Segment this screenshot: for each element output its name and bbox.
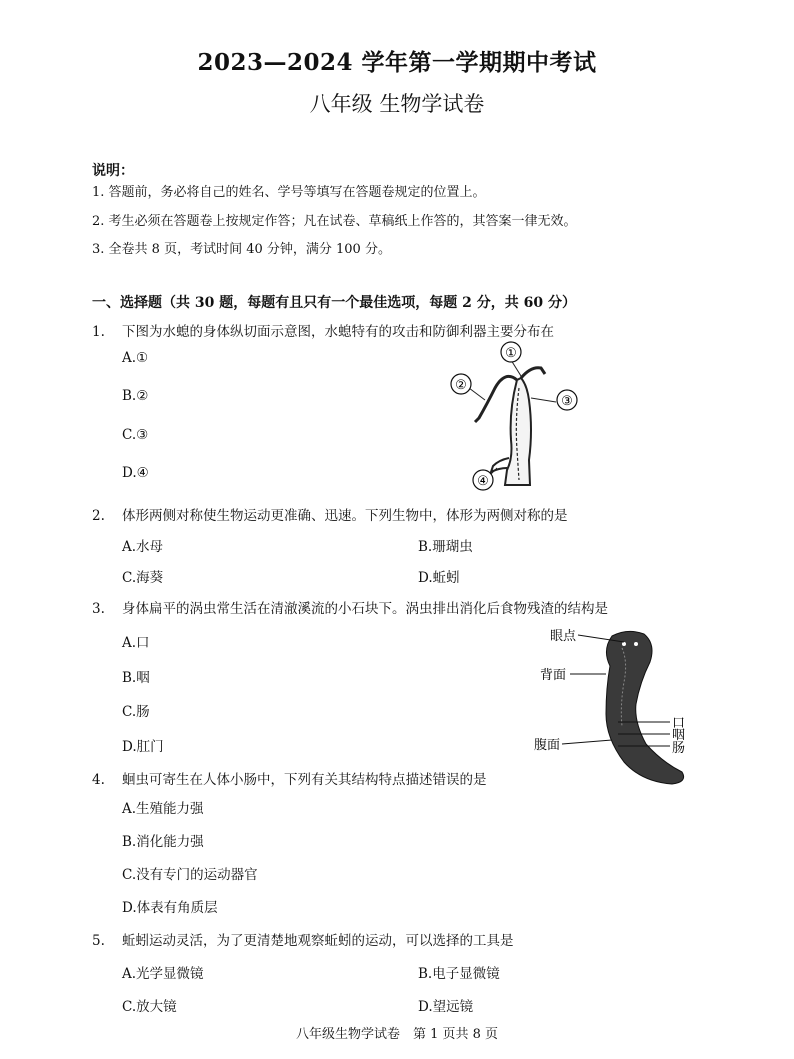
option-d: D.④: [122, 465, 149, 481]
exam-title: 2023—2024 学年第一学期期中考试: [197, 49, 597, 76]
option-c: C.放大镜: [122, 999, 177, 1015]
option-a: A.光学显微镜: [122, 966, 204, 982]
question-number: 4.: [92, 772, 105, 788]
option-a: A.①: [122, 350, 149, 366]
question-number: 5.: [92, 933, 105, 949]
hydra-figure: [445, 340, 595, 492]
question-number: 1.: [92, 324, 105, 340]
notes-heading: 说明：: [92, 163, 134, 179]
option-c: C.没有专门的运动器官: [122, 867, 258, 883]
question-2: [92, 504, 712, 524]
page-footer: 八年级生物学试卷 第 1 页共 8 页: [295, 1027, 499, 1042]
question-4: [92, 768, 712, 788]
option-b: B.②: [122, 388, 149, 404]
figure-label: 咽: [672, 728, 686, 743]
option-d: D.望远镜: [418, 999, 474, 1015]
option-c: C.海葵: [122, 570, 164, 586]
question-number: 2.: [92, 508, 105, 524]
figure-label: 口: [672, 716, 686, 731]
question-1: [92, 320, 712, 340]
question-text: 体形两侧对称使生物运动更准确、迅速。下列生物中，体形为两侧对称的是: [122, 508, 568, 524]
figure-label: 背面: [540, 668, 567, 683]
note-item: 1. 答题前，务必将自己的姓名、学号等填写在答题卷规定的位置上。: [92, 185, 486, 200]
option-b: B.电子显微镜: [418, 966, 500, 982]
note-item: 3. 全卷共 8 页，考试时间 40 分钟，满分 100 分。: [92, 242, 391, 257]
figure-label: 肠: [672, 741, 686, 756]
question-5: [92, 929, 712, 949]
question-text: 下图为水螅的身体纵切面示意图，水螅特有的攻击和防御利器主要分布在: [122, 324, 554, 340]
option-a: A.生殖能力强: [122, 801, 204, 817]
figure-label: 腹面: [534, 738, 561, 753]
option-d: D.体表有角质层: [122, 900, 218, 916]
section-heading: 一、选择题（共 30 题，每题有且只有一个最佳选项，每题 2 分，共 60 分）: [92, 295, 576, 311]
figure-label: ②: [455, 378, 467, 393]
question-number: 3.: [92, 601, 105, 617]
planarian-figure: [532, 622, 712, 792]
option-c: C.肠: [122, 704, 150, 720]
option-c: C.③: [122, 427, 149, 443]
exam-subtitle: 八年级 生物学试卷: [309, 92, 485, 116]
option-d: D.蚯蚓: [418, 570, 460, 586]
note-item: 2. 考生必须在答题卷上按规定作答；凡在试卷、草稿纸上作答的，其答案一律无效。: [92, 214, 577, 229]
option-b: B.咽: [122, 670, 150, 686]
option-b: B.珊瑚虫: [418, 539, 473, 555]
question-text: 蚯蚓运动灵活，为了更清楚地观察蚯蚓的运动，可以选择的工具是: [122, 933, 514, 949]
question-3: [92, 597, 752, 617]
figure-label: 眼点: [550, 629, 577, 644]
option-d: D.肛门: [122, 739, 164, 755]
option-b: B.消化能力强: [122, 834, 204, 850]
figure-label: ③: [561, 394, 573, 409]
question-text: 身体扁平的涡虫常生活在清澈溪流的小石块下。涡虫排出消化后食物残渣的结构是: [122, 601, 608, 617]
question-text: 蛔虫可寄生在人体小肠中，下列有关其结构特点描述错误的是: [122, 772, 487, 788]
figure-label: ④: [477, 474, 489, 489]
figure-label: ①: [505, 346, 517, 361]
option-a: A.水母: [122, 539, 164, 555]
option-a: A.口: [122, 635, 150, 651]
